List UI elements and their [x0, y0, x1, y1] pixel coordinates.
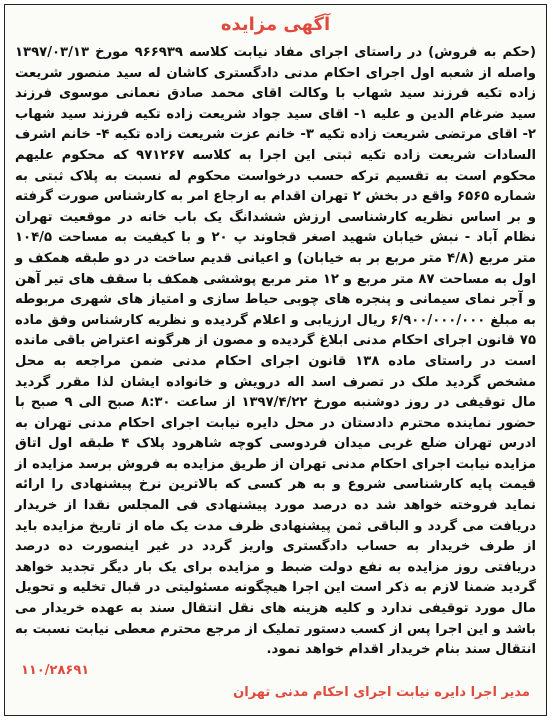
notice-footer [15, 661, 536, 709]
notice-title: آگهی مزایده [220, 13, 331, 35]
reference-number: ۱۱۰/۲۸۶۹۱ [21, 663, 90, 678]
notice-header [5, 9, 546, 39]
notice-frame [4, 4, 547, 716]
notice-body [15, 43, 537, 658]
notice-body-text: (حکم به فروش) در راستای اجرای مفاد نیابت کلاسه ۹۶۶۹۳۹ مورخ ۱۳۹۷/۰۳/۱۳ واصله از شعبه اول اجرای احکام مدنی دادگستری کاشان له سید منصور شریعت زاده تکیه فرزند سید شهاب با وکالت اقای محمد صادق نعمانی موسوی فرزند سید ضرغام الدین و علیه ۱- اقای سید جواد شریعت زاده تکیه فرزند سید شهاب ۲- اقای مرتضی شریعت زاده تکیه ۳- خانم عزت شریعت زاده تکیه ۴- خانم اشرف السادات شریعت زاده تکیه ثبتی این اجرا به کلاسه ۹۷۱۲۶۷ که محکوم علیهم محکوم است به تقسیم ترکه حسب درخواست محکوم له نسبت به پلاک ثبتی به شماره ۶۵۶۵ واقع در بخش ۲ تهران اقدام به ارجاع امر به کارشناس صورت گرفته و بر اساس نظریه کارشناسی ارزش ششدانگ یک باب خانه در موقعیت تهران نظام آباد - نبش خیابان شهید اصغر قجاوند پ ۲۰ و با کیفیت به مساحت ۱۰۴/۵ متر مربع (۴/۸ متر مربع بر به خیابان) و اعیانی قدیم ساخت در دو طبقه همکف و اول به مساحت ۸۷ متر مربع و ۱۲ متر مربع پوششی همکف با سقف های تیر آهن و آجر نمای سیمانی و پنجره های چوبی حیاط سازی و امتیاز های شهری مربوطه به مبلغ ۶/۹۰۰/۰۰۰/۰۰۰ ریال ارزیابی و اعلام گردیده و نظریه کارشناس وفق ماده ۷۵ قانون اجرای احکام مدنی ابلاغ گردیده و مصون از هرگونه اعتراض باقی مانده است در راستای ماده ۱۳۸ قانون اجرای احکام مدنی ضمن مراجعه به محل مشخص گردید ملک در تصرف اسد اله درویش و خانواده ایشان لذا مقرر گردید مال توقیفی در روز دوشنبه مورخ ۱۳۹۷/۴/۲۲ از ساعت ۸:۳۰ صبح الی ۹ صبح با حضور نماینده محترم دادستان در محل دایره نیابت اجرای احکام مدنی تهران به ادرس تهران ضلع غربی میدان فردوسی کوچه شاهرود پلاک ۴ طبقه اول اتاق مزایده نیابت اجرای احکام مدنی تهران از طریق مزایده به فروش برسد مزایده از قیمت پایه کارشناسی شروع و به هر کسی که بالاترین نرخ پیشنهادی را ارائه نماید فروخته خواهد شد ده درصد مورد پیشنهادی فی المجلس نقدا از خریدار دریافت می گردد و الباقی ثمن پیشنهادی ظرف مدت یک ماه از تاریخ مزایده باید از طرف خریدار به حساب دادگستری واریز گردد در غیر اینصورت ده درصد دریافتی روز مزایده به نفع دولت ضبط و مزایده برای یک بار دیگر تجدید خواهد گردید ضمنا لازم به ذکر است این اجرا هیچگونه مسئولیتی در قبال تخلیه و تحویل مال مورد توقیفی ندارد و کلیه هزینه های نقل انتقال سند به عهده خریدار می باشد و این اجرا پس از کسب دستور تملیک از مرجع محترم معطی نیابت نسبت به انتقال سند بنام خریدار اقدام خواهد نمود. [15, 45, 537, 658]
signer-line: مدیر اجرا دایره نیابت اجرای احکام مدنی تهران [233, 685, 530, 700]
